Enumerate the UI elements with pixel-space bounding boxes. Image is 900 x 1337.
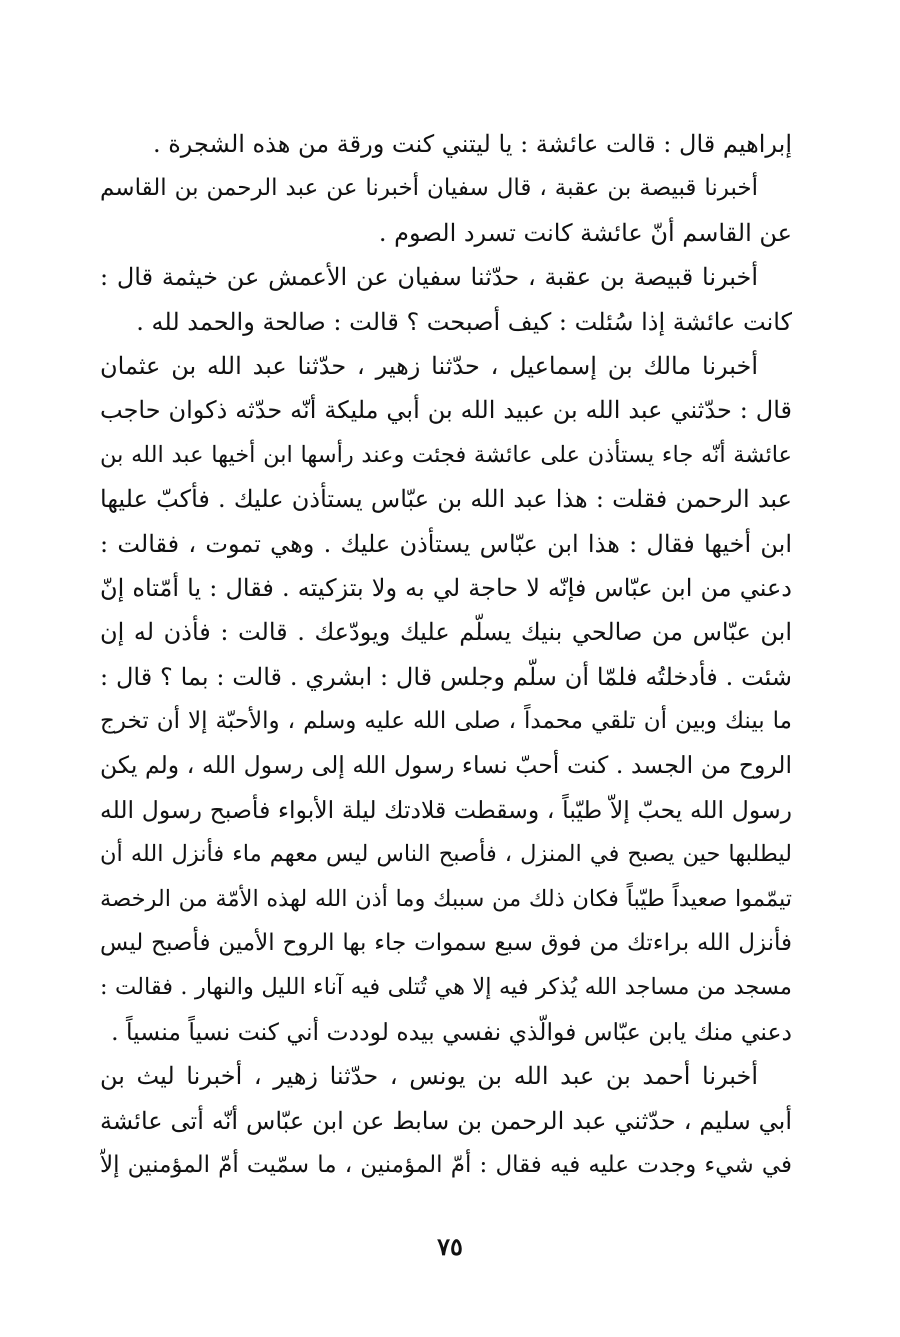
text-line: عبد الرحمن فقلت : هذا عبد الله بن عبّاس يستأذن عليك . فأكبّ عليها	[100, 485, 792, 514]
text-line: ما بينك وبين أن تلقي محمداً ، صلى الله عليه وسلم ، والأحبّة إلا أن تخرج	[100, 708, 792, 735]
text-line: ليطلبها حين يصبح في المنزل ، فأصبح الناس ليس معهم ماء فأنزل الله أن	[100, 841, 792, 868]
body-text	[100, 122, 792, 1187]
text-line: كانت عائشة إذا سُئلت : كيف أصبحت ؟ قالت : صالحة والحمد لله .	[136, 307, 792, 336]
text-line: أخبرنا قبيصة بن عقبة ، حدّثنا سفيان عن الأعمش عن خيثمة قال :	[100, 263, 758, 292]
text-line: مسجد من مساجد الله يُذكر فيه إلا هي تُتلى فيه آناء الليل والنهار . فقالت :	[100, 974, 792, 1001]
text-line: فأنزل الله براءتك من فوق سبع سموات جاء بها الروح الأمين فأصبح ليس	[100, 930, 792, 957]
text-line: عائشة أنّه جاء يستأذن على عائشة فجئت وعند رأسها ابن أخيها عبد الله بن	[100, 441, 792, 468]
text-line: أخبرنا مالك بن إسماعيل ، حدّثنا زهير ، حدّثنا عبد الله بن عثمان	[100, 351, 758, 380]
text-line: رسول الله يحبّ إلاّ طيّباً ، وسقطت قلادتك ليلة الأبواء فأصبح رسول الله	[100, 795, 792, 824]
text-line: إبراهيم قال : قالت عائشة : يا ليتني كنت ورقة من هذه الشجرة .	[152, 130, 792, 158]
text-line: أخبرنا أحمد بن عبد الله بن يونس ، حدّثنا زهير ، أخبرنا ليث بن	[100, 1062, 758, 1091]
text-line: ابن أخيها فقال : هذا ابن عبّاس يستأذن عليك . وهي تموت ، فقالت :	[100, 529, 792, 558]
text-line: دعني منك يابن عبّاس فوالّذي نفسي بيده لوددت أني كنت نسياً منسياً .	[111, 1017, 792, 1046]
page-number: ٧٥	[437, 1232, 463, 1261]
text-line: أخبرنا قبيصة بن عقبة ، قال سفيان أخبرنا عن عبد الرحمن بن القاسم	[100, 175, 758, 202]
text-line: أبي سليم ، حدّثني عبد الرحمن بن سابط عن ابن عبّاس أنّه أتى عائشة	[100, 1106, 792, 1135]
text-line: في شيء وجدت عليه فيه فقال : أمّ المؤمنين ، ما سمّيت أمّ المؤمنين إلاّ	[100, 1151, 792, 1178]
text-line: دعني من ابن عبّاس فإنّه لا حاجة لي به ولا بتزكيته . فقال : يا أمّتاه إنّ	[100, 573, 792, 602]
text-line: شئت . فأدخلتُه فلمّا أن سلّم وجلس قال : ابشري . قالت : بما ؟ قال :	[100, 662, 792, 691]
text-line: تيمّموا صعيداً طيّباً فكان ذلك من سببك وما أذن الله لهذه الأمّة من الرخصة	[100, 885, 792, 912]
text-line: قال : حدّثني عبد الله بن عبيد الله بن أبي مليكة أنّه حدّثه ذكوان حاجب	[100, 396, 792, 425]
text-line: الروح من الجسد . كنت أحبّ نساء رسول الله إلى رسول الله ، ولم يكن	[100, 751, 792, 780]
text-line: عن القاسم أنّ عائشة كانت تسرد الصوم .	[378, 218, 792, 247]
text-line: ابن عبّاس من صالحي بنيك يسلّم عليك ويودّعك . قالت : فأذن له إن	[100, 618, 792, 647]
